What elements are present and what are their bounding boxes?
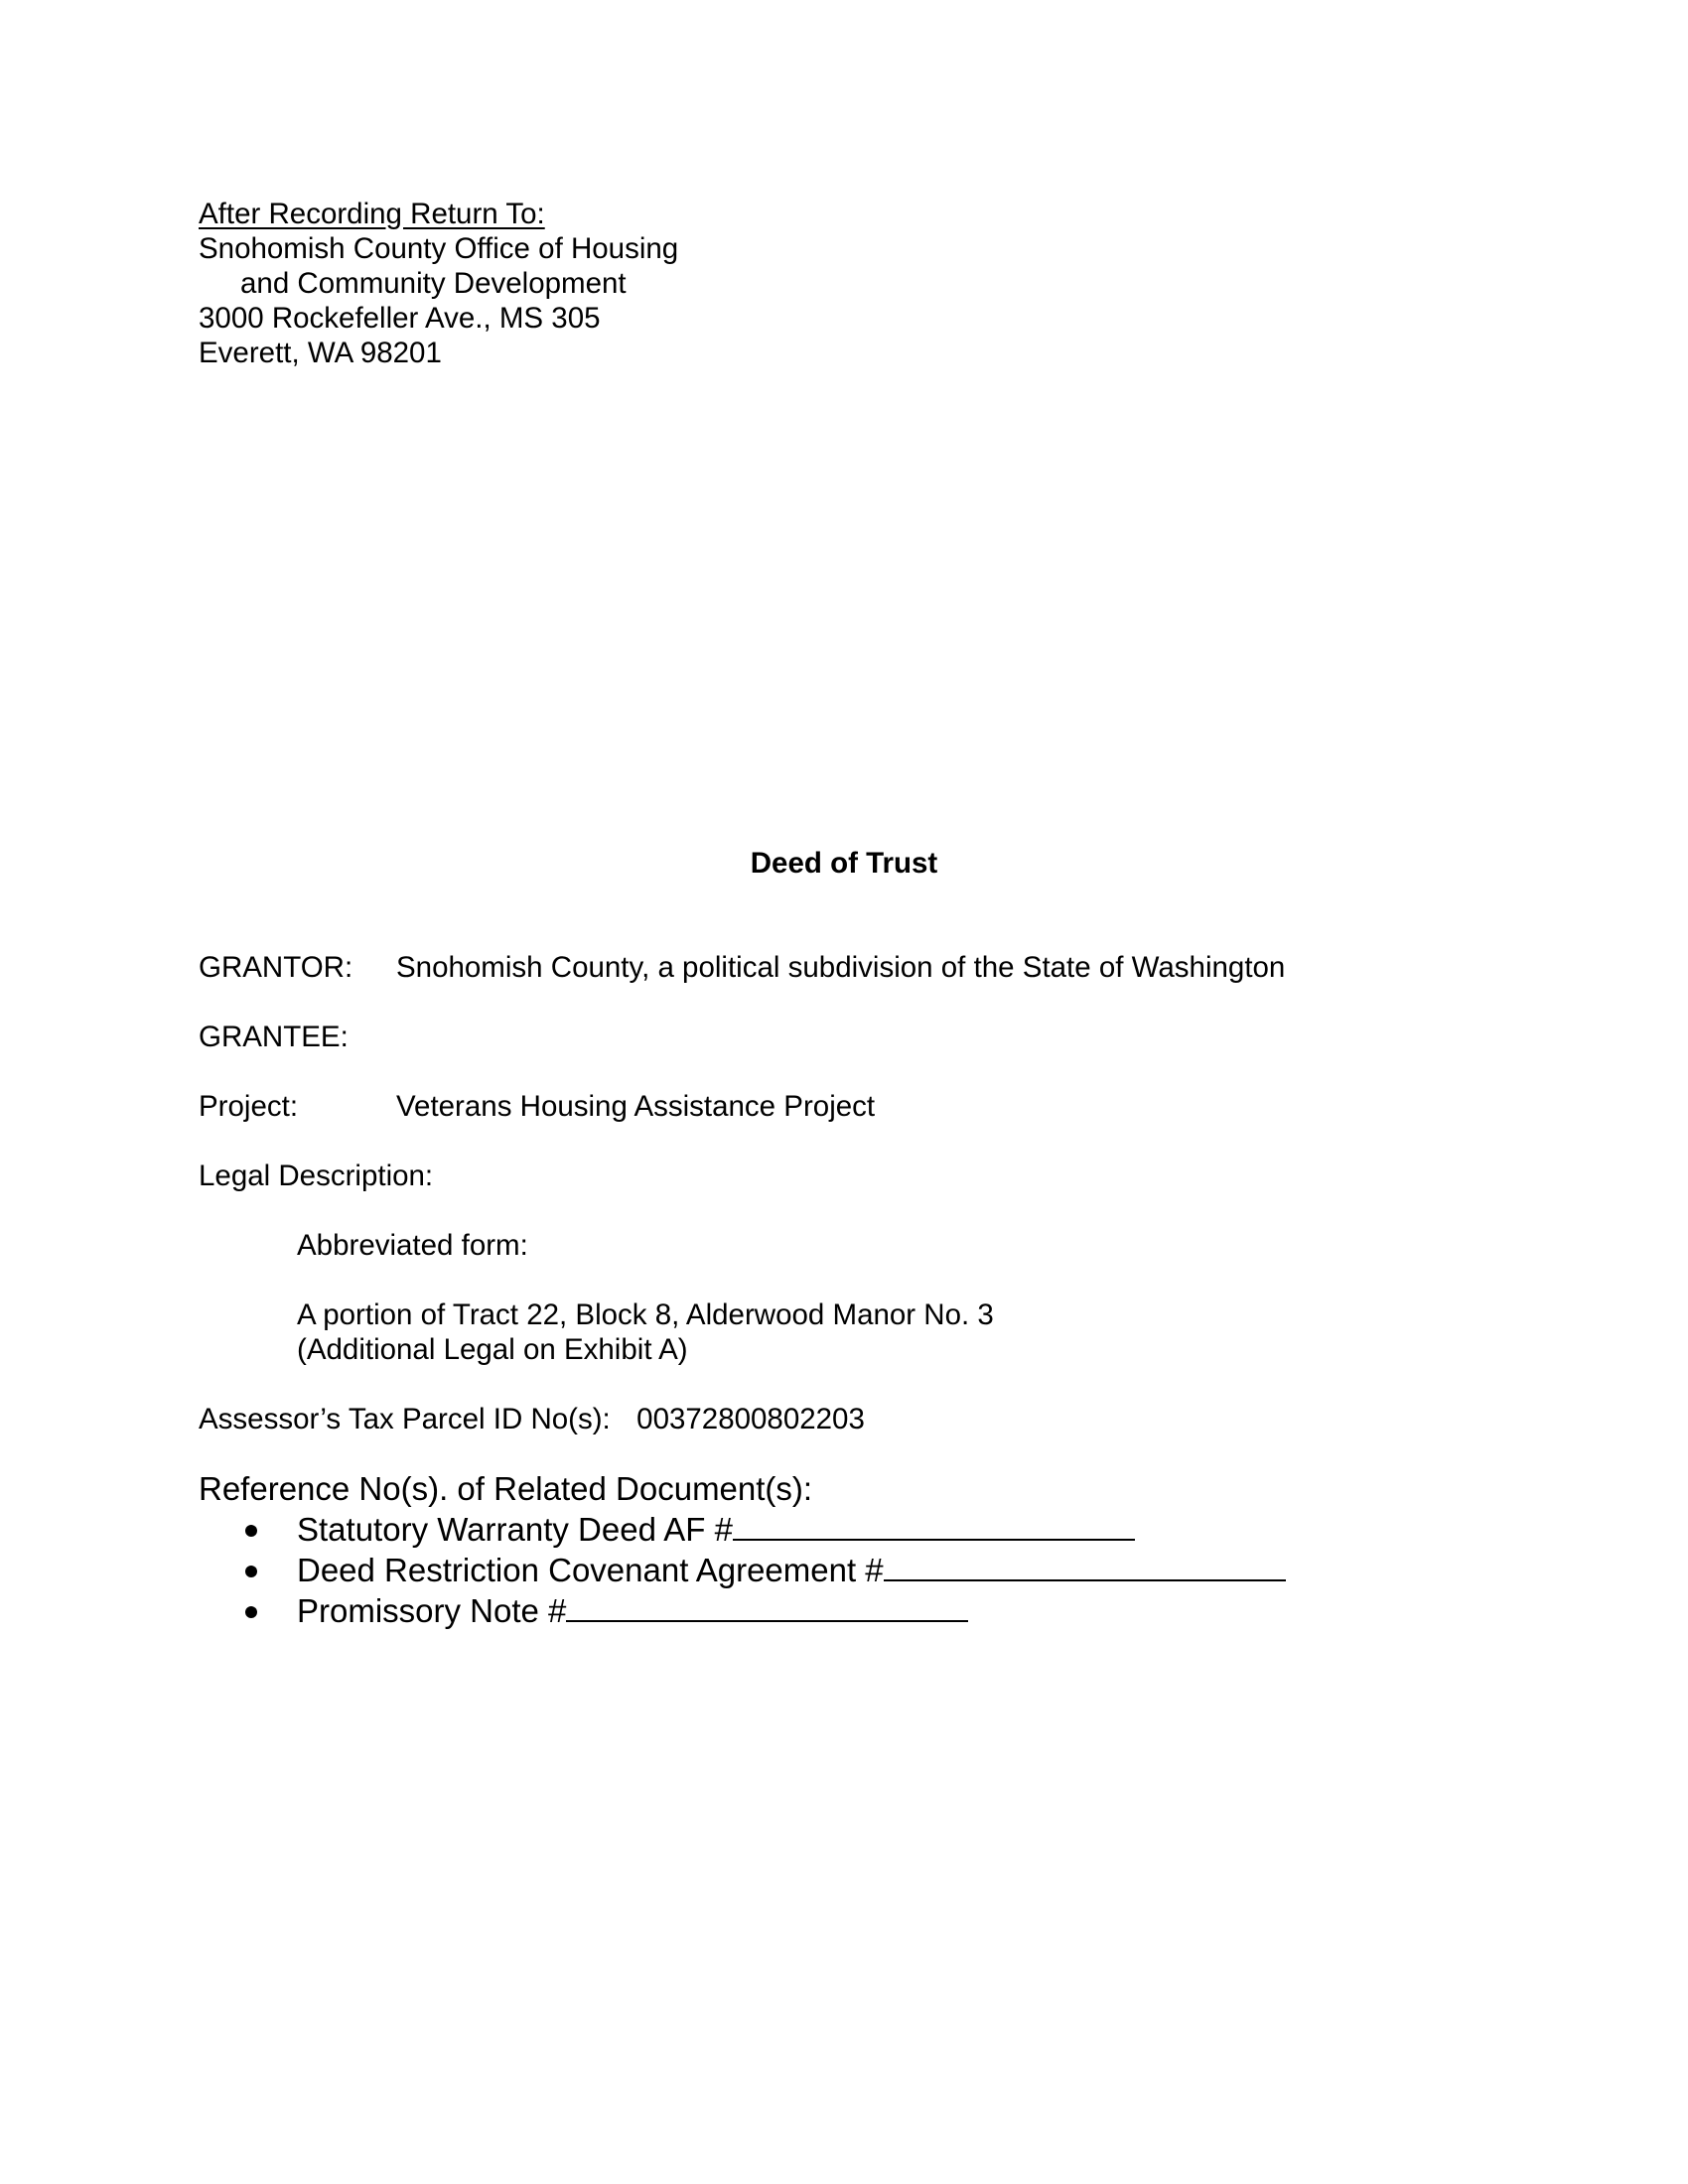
return-to-line: Snohomish County Office of Housing bbox=[199, 232, 679, 265]
legal-description-label: Legal Description: bbox=[199, 1160, 434, 1192]
return-to-line: 3000 Rockefeller Ave., MS 305 bbox=[199, 302, 601, 335]
document-title: Deed of Trust bbox=[750, 847, 938, 880]
return-to-line: and Community Development bbox=[240, 267, 627, 300]
return-to-line: Everett, WA 98201 bbox=[199, 337, 442, 369]
reference-item bbox=[297, 1509, 1135, 1550]
parcel-id-label: Assessor’s Tax Parcel ID No(s): bbox=[199, 1403, 611, 1435]
blank-line bbox=[884, 1550, 1286, 1581]
project-label: Project: bbox=[199, 1090, 299, 1123]
reference-item bbox=[297, 1590, 968, 1631]
references-heading: Reference No(s). of Related Document(s): bbox=[199, 1470, 813, 1507]
bullet-icon bbox=[245, 1566, 257, 1577]
grantor-value: Snohomish County, a political subdivision of the State of Washington bbox=[396, 951, 1286, 984]
grantee-label: GRANTEE: bbox=[199, 1021, 349, 1053]
grantor-label: GRANTOR: bbox=[199, 951, 353, 984]
parcel-id-value: 00372800802203 bbox=[636, 1403, 865, 1435]
blank-line bbox=[733, 1509, 1135, 1541]
legal-description-line: (Additional Legal on Exhibit A) bbox=[297, 1333, 688, 1366]
reference-item-label: Statutory Warranty Deed AF # bbox=[297, 1511, 733, 1548]
reference-item-label: Promissory Note # bbox=[297, 1592, 567, 1629]
abbreviated-form-label: Abbreviated form: bbox=[297, 1229, 528, 1262]
return-to-heading: After Recording Return To: bbox=[199, 198, 545, 230]
bullet-icon bbox=[245, 1525, 257, 1537]
parcel-id-row bbox=[199, 1402, 865, 1437]
project-value: Veterans Housing Assistance Project bbox=[396, 1090, 876, 1123]
reference-item-label: Deed Restriction Covenant Agreement # bbox=[297, 1552, 884, 1588]
reference-item bbox=[297, 1550, 1286, 1590]
bullet-icon bbox=[245, 1606, 257, 1618]
legal-description-line: A portion of Tract 22, Block 8, Alderwood Manor No. 3 bbox=[297, 1298, 994, 1331]
blank-line bbox=[566, 1590, 968, 1622]
